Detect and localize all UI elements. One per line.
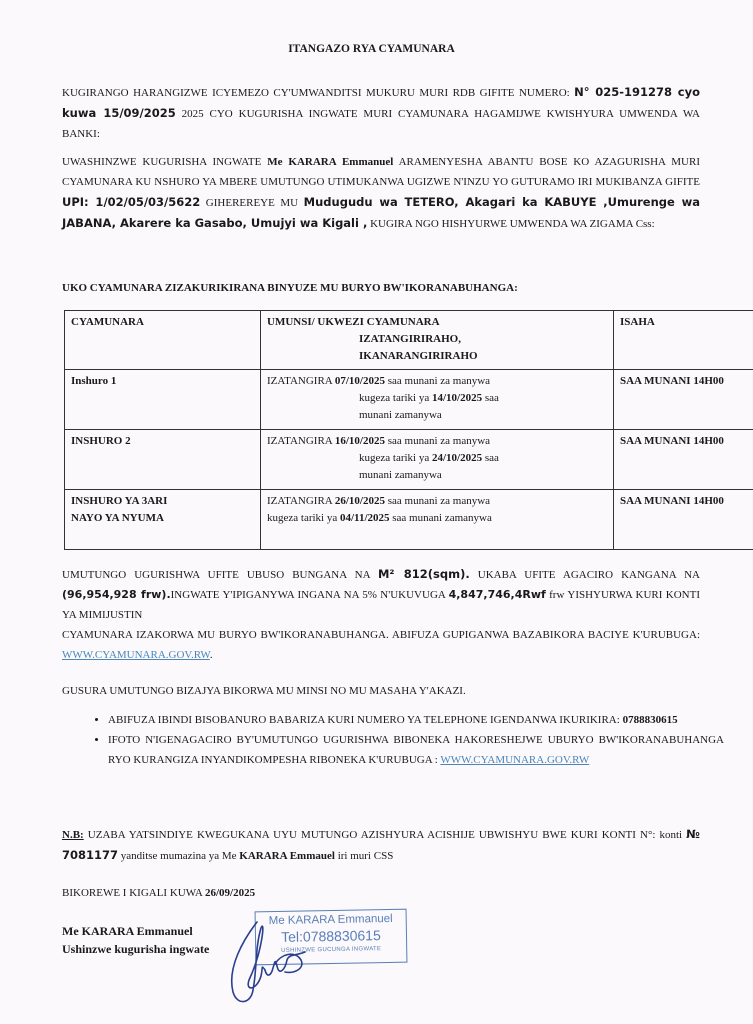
end-tail: saa <box>482 452 499 464</box>
start-label: IZATANGIRA <box>267 375 335 387</box>
time-value: SAA MUNANI 14H00 <box>620 375 724 387</box>
cyamunara-link[interactable]: WWW.CYAMUNARA.GOV.RW <box>62 649 210 661</box>
signer-role: Ushinzwe kugurisha ingwate <box>62 942 210 956</box>
title-text: ITANGAZO RYA CYAMUNARA <box>288 43 455 55</box>
property-paragraph <box>62 564 700 665</box>
agent-name: Me KARARA Emmanuel <box>267 156 394 168</box>
table-header-row <box>65 311 753 370</box>
signature-icon <box>205 920 315 1010</box>
intro-text-2: 2025 CYO KUGURISHA INGWATE MURI CYAMUNARA HAGAMIJWE KWISHYURA UMWENDA WA BANKI: <box>62 108 700 140</box>
round-cell <box>65 490 261 550</box>
date-cell <box>261 490 614 550</box>
time-value: SAA MUNANI 14H00 <box>620 495 724 507</box>
date-cell <box>261 430 614 490</box>
start-time-text: saa munani za manywa <box>385 375 491 387</box>
nb-text-3: iri muri CSS <box>334 850 394 862</box>
time-cell <box>614 370 753 430</box>
property-location: Mudugudu wa TETERO, Akagari ka KABUYE ,Umurenge wa JABANA, Akarere ka Gasabo, Umujyi wa Kigali , <box>62 195 700 230</box>
until-label: kugeza tariki ya <box>267 512 340 524</box>
end-time-text: munani zamanywa <box>359 469 442 481</box>
document-title <box>0 43 753 55</box>
announcement-paragraph <box>62 152 700 234</box>
round-label-line2: NAYO YA NYUMA <box>71 512 164 524</box>
announcement-text-1: UWASHINZWE KUGURISHA INGWATE <box>62 156 268 168</box>
round-label-line1: INSHURO YA 3ARI <box>71 495 168 507</box>
start-date: 07/10/2025 <box>334 375 385 387</box>
bullet-text: IFOTO N'IGENAGACIRO BY'UMUTUNGO UGURISHWA BIBONEKA HAKORESHEJWE UBURYO BW'IKORANABUHANGA RYO KURANGIZA INYANDIKOMPESHA RIBONEKA K'URUBUGA : <box>108 734 724 766</box>
nb-label: N.B: <box>62 829 84 841</box>
property-text-6: . <box>209 649 213 661</box>
signer-name: Me KARARA Emmanuel <box>62 924 193 938</box>
list-item <box>108 730 724 770</box>
header-col1-text: CYAMUNARA <box>71 316 144 328</box>
stamp-phone: Tel:0788830615 <box>281 927 381 945</box>
round-cell <box>65 370 261 430</box>
end-line <box>267 450 607 467</box>
header-col3-text: ISAHA <box>620 316 655 328</box>
header-col2-line2: IZATANGIRIRAHO, <box>359 333 461 345</box>
property-text-2: UKABA UFITE AGACIRO KANGANA NA <box>469 569 700 581</box>
property-text-1: UMUTUNGO UGURISHWA UFITE UBUSO BUNGANA NA <box>62 569 378 581</box>
bullet-text: ABIFUZA IBINDI BISOBANURO BABARIZA KURI NUMERO YA TELEPHONE IGENDANWA IKURIKIRA: <box>108 714 623 726</box>
start-date: 26/10/2025 <box>334 495 385 507</box>
start-label: IZATANGIRA <box>267 495 335 507</box>
start-date: 16/10/2025 <box>334 435 385 447</box>
time-value: SAA MUNANI 14H00 <box>620 435 724 447</box>
deposit-amount: 4,847,746,4Rwf <box>448 588 546 601</box>
schedule-heading: UKO CYAMUNARA ZIZAKURIKIRANA BINYUZE MU BURYO BW'IKORANABUHANGA: <box>62 282 518 294</box>
date-cell <box>261 370 614 430</box>
intro-text-1: KUGIRANGO HARANGIZWE ICYEMEZO CY'UMWANDITSI MUKURU MURI RDB GIFITE NUMERO: <box>62 87 575 99</box>
until-label: kugeza tariki ya <box>359 392 432 404</box>
round-cell <box>65 430 261 490</box>
end-line <box>267 390 607 407</box>
upi-number: UPI: 1/02/05/03/5622 <box>62 195 201 209</box>
table-row <box>65 370 753 430</box>
visit-note: GUSURA UMUTUNGO BIZAJYA BIKORWA MU MINSI NO MU MASAHA Y'AKAZI. <box>62 685 466 697</box>
cyamunara-link[interactable]: WWW.CYAMUNARA.GOV.RW <box>440 754 590 766</box>
announcement-text-4: KUGIRA NGO HISHYURWE UMWENDA WA ZIGAMA Css: <box>367 218 655 230</box>
issued-line <box>62 883 700 903</box>
account-holder: KARARA Emmauel <box>239 850 335 862</box>
intro-paragraph <box>62 82 700 144</box>
until-label: kugeza tariki ya <box>359 452 432 464</box>
end-date: 04/11/2025 <box>340 512 390 524</box>
table-row <box>65 430 753 490</box>
list-item <box>108 710 724 730</box>
start-time-text: saa munani za manywa <box>385 435 491 447</box>
end-date: 24/10/2025 <box>432 452 483 464</box>
end-time-text: munani zamanywa <box>359 409 442 421</box>
round-label: Inshuro 1 <box>71 375 117 387</box>
property-area: M² 812(sqm). <box>377 567 470 581</box>
header-time <box>614 311 753 370</box>
table-row <box>65 490 753 550</box>
header-col2-line1: UMUNSI/ UKWEZI CYAMUNARA <box>267 316 440 328</box>
end-tail: saa <box>482 392 499 404</box>
end-date: 14/10/2025 <box>432 392 483 404</box>
property-text-5: CYAMUNARA IZAKORWA MU BURYO BW'IKORANABUHANGA. ABIFUZA GUPIGANWA BAZABIKORA BACIYE K'URUBUGA: <box>62 629 700 641</box>
nb-paragraph <box>62 824 700 866</box>
stamp-name: Me KARARA Emmanuel <box>268 912 393 928</box>
issued-label: BIKOREWE I KIGALI KUWA <box>62 887 205 899</box>
property-text-3: INGWATE Y'IPIGANYWA INGANA NA 5% N'UKUVUGA <box>170 589 449 601</box>
header-cyamunara <box>65 311 261 370</box>
stamp-role: USHINZWE GUCUNGA INGWATE <box>281 946 382 954</box>
signer-block <box>62 922 209 958</box>
issued-date: 26/09/2025 <box>204 887 256 899</box>
property-text-4: frw YISHYURWA KURI KONTI YA MIMIJUSTIN <box>62 589 700 621</box>
time-cell <box>614 430 753 490</box>
property-value: (96,954,928 frw). <box>62 588 171 601</box>
end-tail: saa munani zamanywa <box>389 512 492 524</box>
decision-number: N° 025-191278 cyo kuwa 15/09/2025 <box>62 85 701 120</box>
phone-number: 0788830615 <box>622 714 678 726</box>
account-number: № 7081177 <box>62 827 700 862</box>
auction-schedule-table <box>64 310 753 550</box>
nb-text-2: yanditse mumazina ya Me <box>118 850 240 862</box>
time-cell <box>614 490 753 550</box>
header-date <box>261 311 614 370</box>
nb-text-1: UZABA YATSINDIYE KWEGUKANA UYU MUTUNGO AZISHYURA ACISHIJE UBWISHYU BWE KURI KONTI N°: konti <box>83 829 687 841</box>
start-time-text: saa munani za manywa <box>385 495 491 507</box>
round-label: INSHURO 2 <box>71 435 131 447</box>
info-bullet-list <box>84 710 724 770</box>
header-col2-line3: IKANARANGIRIRAHO <box>359 350 478 362</box>
start-label: IZATANGIRA <box>267 435 335 447</box>
announcement-text-3: GIHEREREYE MU <box>200 197 304 209</box>
announcement-text-2: ARAMENYESHA ABANTU BOSE KO AZAGURISHA MURI CYAMUNARA KU NSHURO YA MBERE UMUTUNGO UTIMUKANWA UGIZWE N'INZU YO GUTURAMO IRI MUKIBANZA GIFITE <box>62 156 700 188</box>
